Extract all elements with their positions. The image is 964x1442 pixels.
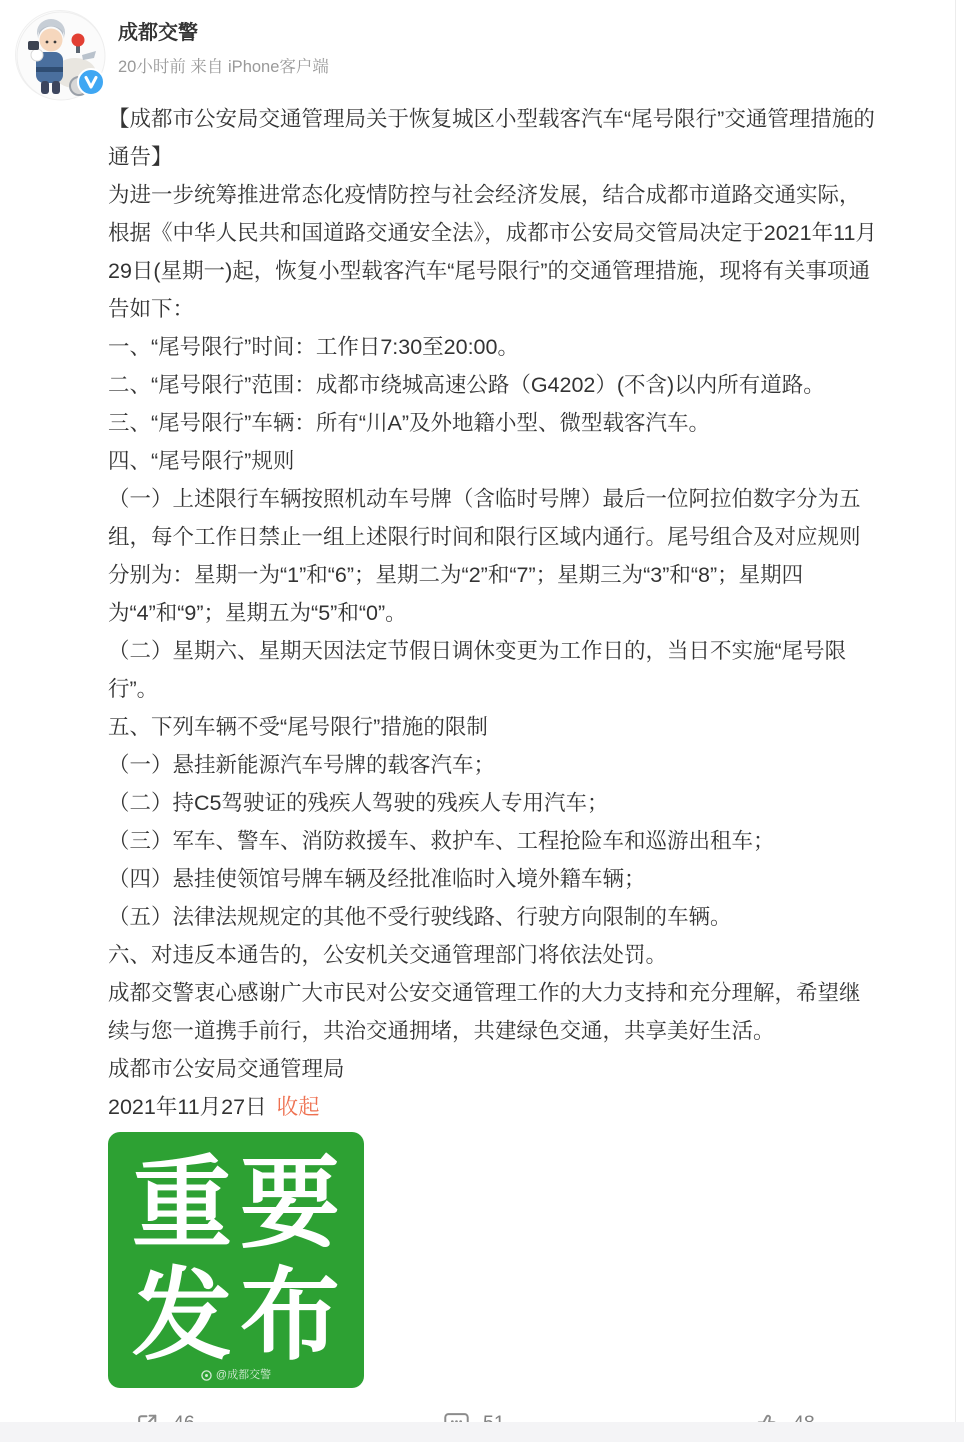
post-paragraph: 成都交警衷心感谢广大市民对公安交通管理工作的大力支持和充分理解，希望继续与您一道携手前行，共治交通拥堵，共建绿色交通，共享美好生活。 bbox=[108, 981, 861, 1043]
card-edge-divider bbox=[955, 0, 956, 1442]
post-date: 2021年11月27日 bbox=[108, 1095, 267, 1119]
next-section-strip bbox=[0, 1422, 964, 1442]
post-paragraph: （四）悬挂使领馆号牌车辆及经批准临时入境外籍车辆； bbox=[108, 867, 646, 891]
post-text bbox=[108, 100, 880, 1126]
post-paragraph: 四、“尾号限行”规则 bbox=[108, 449, 295, 473]
post-paragraph: （一）悬挂新能源汽车号牌的载客汽车； bbox=[108, 753, 496, 777]
signature-line: 成都市公安局交通管理局 bbox=[108, 1057, 345, 1081]
post-meta[interactable]: 20小时前 来自 iPhone客户端 bbox=[118, 58, 329, 76]
post-image[interactable] bbox=[108, 1132, 364, 1388]
post-paragraph: 六、对违反本通告的，公安机关交通管理部门将依法处罚。 bbox=[108, 943, 668, 967]
author-info bbox=[118, 10, 329, 100]
verified-badge-icon bbox=[77, 68, 105, 96]
post-paragraph: （二）星期六、星期天因法定节假日调休变更为工作日的，当日不实施“尾号限行”。 bbox=[108, 639, 847, 701]
avatar[interactable] bbox=[15, 10, 105, 100]
image-text-line2: 发布 bbox=[132, 1260, 348, 1372]
author-name[interactable]: 成都交警 bbox=[118, 22, 198, 44]
image-watermark bbox=[108, 1369, 364, 1381]
post-paragraph: 一、“尾号限行”时间：工作日7:30至20:00。 bbox=[108, 335, 519, 359]
post-paragraph: （三）军车、警车、消防救援车、救护车、工程抢险车和巡游出租车； bbox=[108, 829, 775, 853]
watermark-text: @成都交警 bbox=[215, 1369, 272, 1381]
post-paragraph: 五、下列车辆不受“尾号限行”措施的限制 bbox=[108, 715, 488, 739]
post-paragraph: 【成都市公安局交通管理局关于恢复城区小型载客汽车“尾号限行”交通管理措施的通告】 bbox=[108, 107, 875, 169]
collapse-link[interactable]: 收起 bbox=[276, 1095, 320, 1119]
post-paragraph: 为进一步统筹推进常态化疫情防控与社会经济发展，结合成都市道路交通实际，根据《中华人民共和国道路交通安全法》，成都市公安局交管局决定于2021年11月29日(星期一)起，恢复小型载客汽车“尾号限行”的交通管理措施，现将有关事项通告如下： bbox=[108, 183, 877, 321]
watermark-logo-icon bbox=[201, 1370, 212, 1381]
date-line bbox=[108, 1088, 880, 1126]
post-paragraph: （五）法律法规规定的其他不受行驶线路、行驶方向限制的车辆。 bbox=[108, 905, 732, 929]
post-paragraph: 三、“尾号限行”车辆：所有“川A”及外地籍小型、微型载客汽车。 bbox=[108, 411, 710, 435]
image-text-line1: 重要 bbox=[132, 1148, 348, 1260]
post-paragraph: （二）持C5驾驶证的残疾人驾驶的残疾人专用汽车； bbox=[108, 791, 609, 815]
post-paragraph: （一）上述限行车辆按照机动车号牌（含临时号牌）最后一位阿拉伯数字分为五组，每个工作日禁止一组上述限行时间和限行区域内通行。尾号组合及对应规则分别为：星期一为“1”和“6”；星期二为“2”和“7”；星期三为“3”和“8”；星期四为“4”和“9”；星期五为“5”和“0”。 bbox=[108, 487, 861, 625]
post-header bbox=[0, 0, 964, 100]
post-paragraph: 二、“尾号限行”范围：成都市绕城高速公路（G4202）(不含)以内所有道路。 bbox=[108, 373, 825, 397]
